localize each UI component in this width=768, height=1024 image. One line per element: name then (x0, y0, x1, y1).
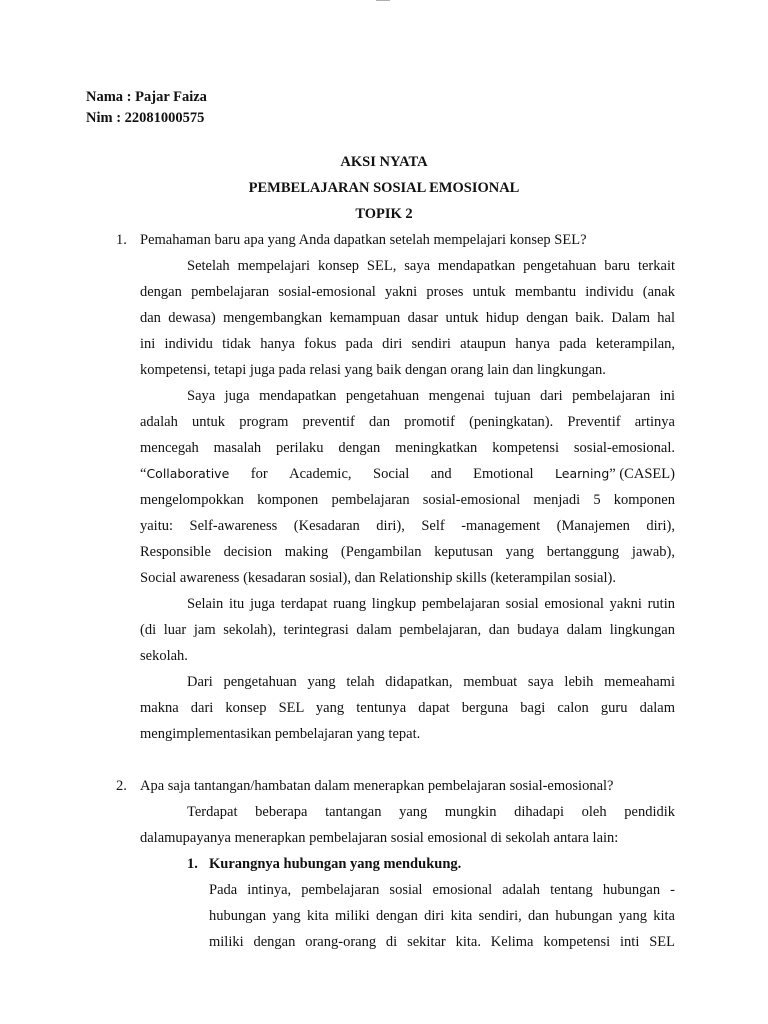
sub-item-1-number: 1. (187, 856, 198, 872)
question-2-number: 2. (116, 778, 127, 794)
q1-paragraph-2-line: adalah untuk program preventif dan promotif (peningkatan). Preventif artinya (140, 414, 675, 430)
q1-paragraph-2-line: mencegah masalah perilaku dengan meningkatkan kompetensi sosial-emosional. (140, 440, 675, 456)
q1-paragraph-2-line: Saya juga mendapatkan pengetahuan mengenai tujuan dari pembelajaran ini (187, 388, 675, 404)
q1-paragraph-4-line: mengimplementasikan pembelajaran yang tepat. (140, 726, 421, 742)
sub-item-1-text-line: Pada intinya, pembelajaran sosial emosional adalah tentang hubungan - (209, 882, 675, 898)
sub-item-1-heading: Kurangnya hubungan yang mendukung. (209, 856, 462, 872)
casel-word: Academic, (289, 466, 352, 482)
page-top-mark (376, 0, 390, 3)
student-nim: Nim : 22081000575 (86, 110, 205, 126)
sub-item-1-text-line: hubungan yang kita miliki dengan diri kita sendiri, dan hubungan yang kita (209, 908, 675, 924)
sub-item-1-text-line: miliki dengan orang-orang di sekitar kita. Kelima kompetensi inti SEL (209, 934, 675, 950)
question-2-text: Apa saja tantangan/hambatan dalam menerapkan pembelajaran sosial-emosional? (140, 778, 614, 794)
casel-word: Emotional (473, 466, 534, 482)
title-pembelajaran: PEMBELAJARAN SOSIAL EMOSIONAL (248, 180, 520, 196)
q1-paragraph-4-line: Dari pengetahuan yang telah didapatkan, membuat saya lebih memeahami (187, 674, 675, 690)
casel-word: and (430, 466, 452, 482)
title-aksi-nyata: AKSI NYATA (340, 154, 428, 170)
q1-paragraph-3-line: (di luar jam sekolah), terintegrasi dalam pembelajaran, dan budaya dalam lingkungan (140, 622, 675, 638)
q1-paragraph-3-line: Selain itu juga terdapat ruang lingkup pembelajaran sosial emosional yakni rutin (187, 596, 675, 612)
q2-paragraph-1-line: Terdapat beberapa tantangan yang mungkin dihadapi oleh pendidik (187, 804, 675, 820)
question-1-text: Pemahaman baru apa yang Anda dapatkan setelah mempelajari konsep SEL? (140, 232, 587, 248)
student-name: Nama : Pajar Faiza (86, 89, 207, 105)
title-topik: TOPIK 2 (355, 206, 413, 222)
q1-paragraph-2-line: mengelompokkan komponen pembelajaran sosial-emosional menjadi 5 komponen (140, 492, 675, 508)
q1-paragraph-1-line: Setelah mempelajari konsep SEL, saya mendapatkan pengetahuan baru terkait (187, 258, 675, 274)
casel-word: for (250, 466, 268, 482)
q1-paragraph-4-line: makna dari konsep SEL yang tentunya dapat berguna bagi calon guru dalam (140, 700, 675, 716)
q1-paragraph-1-line: dan dewasa) mengembangkan kemampuan dasar untuk hidup dengan baik. Dalam hal (140, 310, 675, 326)
casel-word: Social (373, 466, 410, 482)
q1-paragraph-2-line: Responsible decision making (Pengambilan keputusan yang bertanggung jawab), (140, 544, 675, 560)
casel-line (140, 465, 675, 483)
casel-name: “Collaborative (140, 466, 230, 482)
q1-paragraph-2-line: Social awareness (kesadaran sosial), dan Relationship skills (keterampilan sosial). (140, 570, 616, 586)
q2-paragraph-1-line: dalamupayanya menerapkan pembelajaran sosial emosional di sekolah antara lain: (140, 830, 619, 846)
casel-end: Learning” (CASEL) (555, 466, 675, 482)
q1-paragraph-1-line: kompetensi, tetapi juga pada relasi yang baik dengan orang lain dan lingkungan. (140, 362, 606, 378)
question-1-number: 1. (116, 232, 127, 248)
q1-paragraph-3-line: sekolah. (140, 648, 188, 664)
q1-paragraph-1-line: ini individu tidak hanya fokus pada diri sendiri ataupun hanya pada keterampilan, (140, 336, 675, 352)
q1-paragraph-2-line: yaitu: Self-awareness (Kesadaran diri), Self -management (Manajemen diri), (140, 518, 675, 534)
q1-paragraph-1-line: dengan pembelajaran sosial-emosional yakni proses untuk membantu individu (anak (140, 284, 675, 300)
